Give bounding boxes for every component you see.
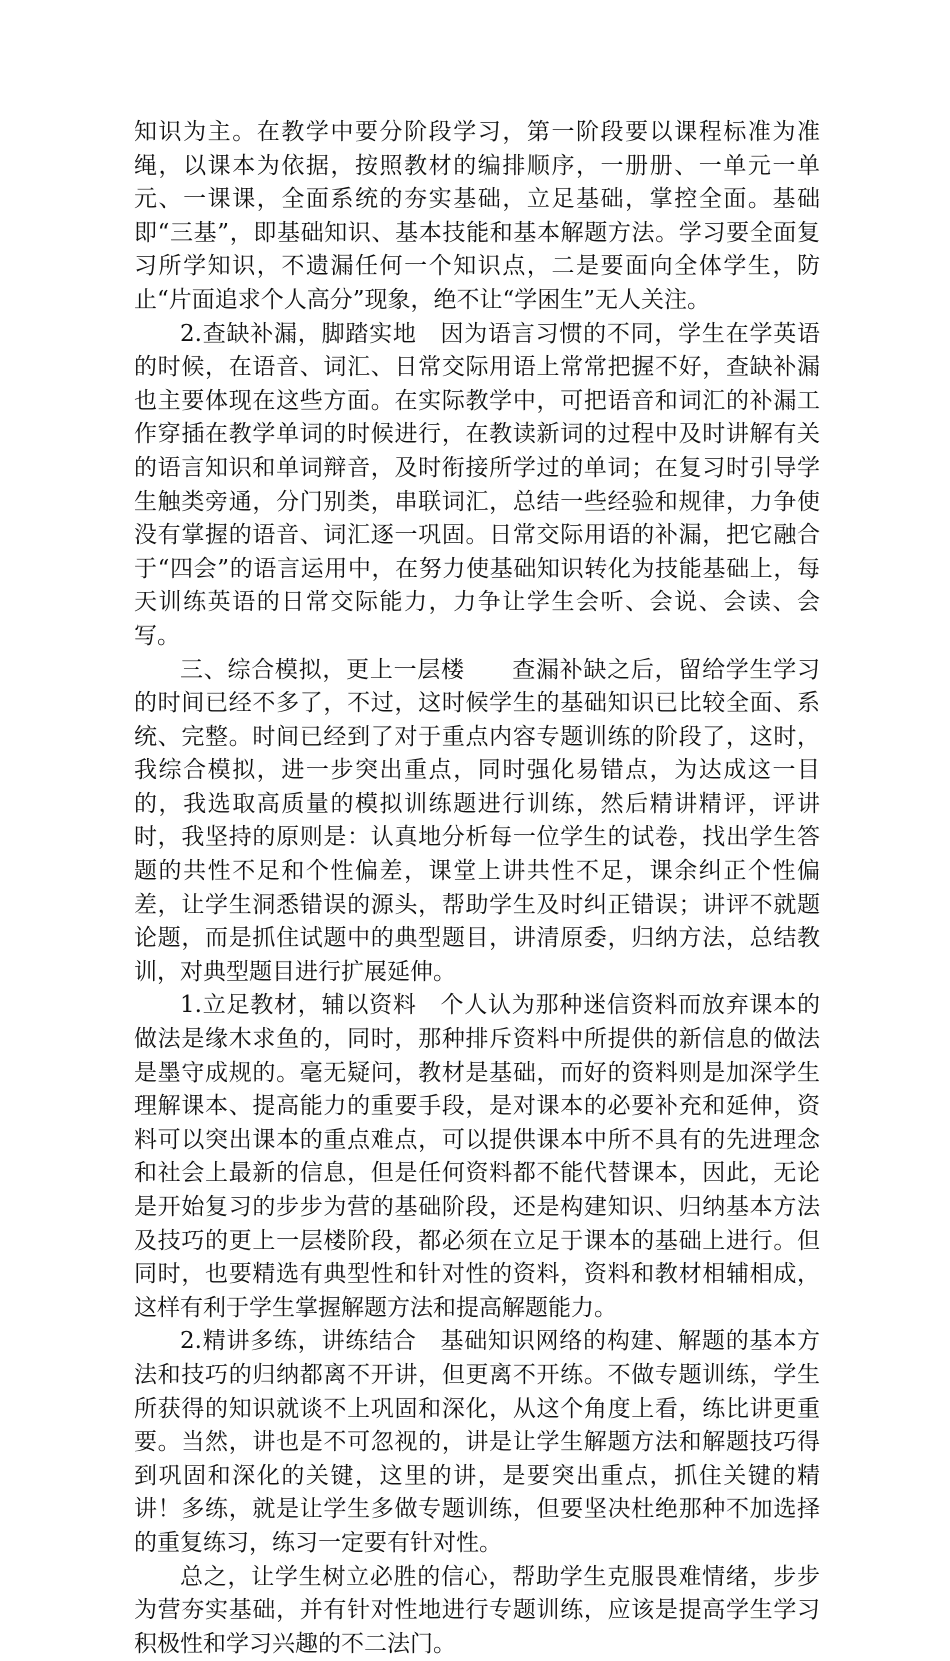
paragraph-3 [134,654,820,990]
paragraph-6 [134,1561,820,1661]
paragraph-3-text: 查漏补缺之后，留给学生学习的时间已经不多了，不过，这时候学生的基础知识已比较全面、系统、完整。时间已经到了对于重点内容专题训练的阶段了，这时，我综合模拟，进一步突出重点，同时强化易错点，为达成这一目的，我选取高质量的模拟训练题进行训练，然后精讲精评，评讲时，我坚持的原则是：认真地分析每一位学生的试卷，找出学生答题的共性不足和个性偏差，课堂上讲共性不足，课余纠正个性偏差，让学生洞悉错误的源头，帮助学生及时纠正错误；讲评不就题论题，而是抓住试题中的典型题目，讲清原委，归纳方法，总结教训，对典型题目进行扩展延伸。 [134,656,821,985]
paragraph-3-lead: 三、综合模拟，更上一层楼 [180,656,513,683]
paragraph-5 [134,1325,820,1560]
paragraph-4-lead: 1.立足教材，辅以资料 [180,992,441,1019]
paragraph-4 [134,989,820,1325]
paragraph-1-text: 知识为主。在教学中要分阶段学习，第一阶段要以课程标准为准绳，以课本为依据，按照教材的编排顺序，一册册、一单元一单元、一课课，全面系统的夯实基础，立足基础，掌控全面。基础即“三基”，即基础知识、基本技能和基本解题方法。学习要全面复习所学知识，不遗漏任何一个知识点，二是要面向全体学生，防止“片面追求个人高分”现象，绝不让“学困生”无人关注。 [134,119,820,313]
paragraph-5-text: 基础知识网络的构建、解题的基本方法和技巧的归纳都离不开讲，但更离不开练。不做专题训练，学生所获得的知识就谈不上巩固和深化，从这个角度上看，练比讲更重要。当然，讲也是不可忽视的，讲是让学生解题方法和解题技巧得到巩固和深化的关键，这里的讲，是要突出重点，抓住关键的精讲！多练，就是让学生多做专题训练，但要坚决杜绝那种不加选择的重复练习，练习一定要有针对性。 [134,1328,821,1556]
document-page [134,116,820,1661]
paragraph-4-text: 个人认为那种迷信资料而放弃课本的做法是缘木求鱼的，同时，那种排斥资料中所提供的新信息的做法是墨守成规的。毫无疑问，教材是基础，而好的资料则是加深学生理解课本、提高能力的重要手段，是对课本的必要补充和延伸，资料可以突出课本的重点难点，可以提供课本中所不具有的先进理念和社会上最新的信息，但是任何资料都不能代替课本，因此，无论是开始复习的步步为营的基础阶段，还是构建知识、归纳基本方法及技巧的更上一层楼阶段，都必须在立足于课本的基础上进行。但同时，也要精选有典型性和针对性的资料，资料和教材相辅相成，这样有利于学生掌握解题方法和提高解题能力。 [134,992,821,1321]
paragraph-2-lead: 2.查缺补漏，脚踏实地 [180,320,441,347]
paragraph-6-text: 总之，让学生树立必胜的信心，帮助学生克服畏难情绪，步步为营夯实基础，并有针对性地进行专题训练，应该是提高学生学习积极性和学习兴趣的不二法门。 [134,1563,820,1657]
paragraph-1 [134,116,820,318]
paragraph-2 [134,318,820,654]
paragraph-5-lead: 2.精讲多练，讲练结合 [180,1328,441,1355]
paragraph-2-text: 因为语言习惯的不同，学生在学英语的时候，在语音、词汇、日常交际用语上常常把握不好，查缺补漏也主要体现在这些方面。在实际教学中，可把语音和词汇的补漏工作穿插在教学单词的时候进行，在教读新词的过程中及时讲解有关的语言知识和单词辩音，及时衔接所学过的单词；在复习时引导学生触类旁通，分门别类，串联词汇，总结一些经验和规律，力争使没有掌握的语音、词汇逐一巩固。日常交际用语的补漏，把它融合于“四会”的语言运用中，在努力使基础知识转化为技能基础上，每天训练英语的日常交际能力，力争让学生会听、会说、会读、会写。 [134,320,821,649]
